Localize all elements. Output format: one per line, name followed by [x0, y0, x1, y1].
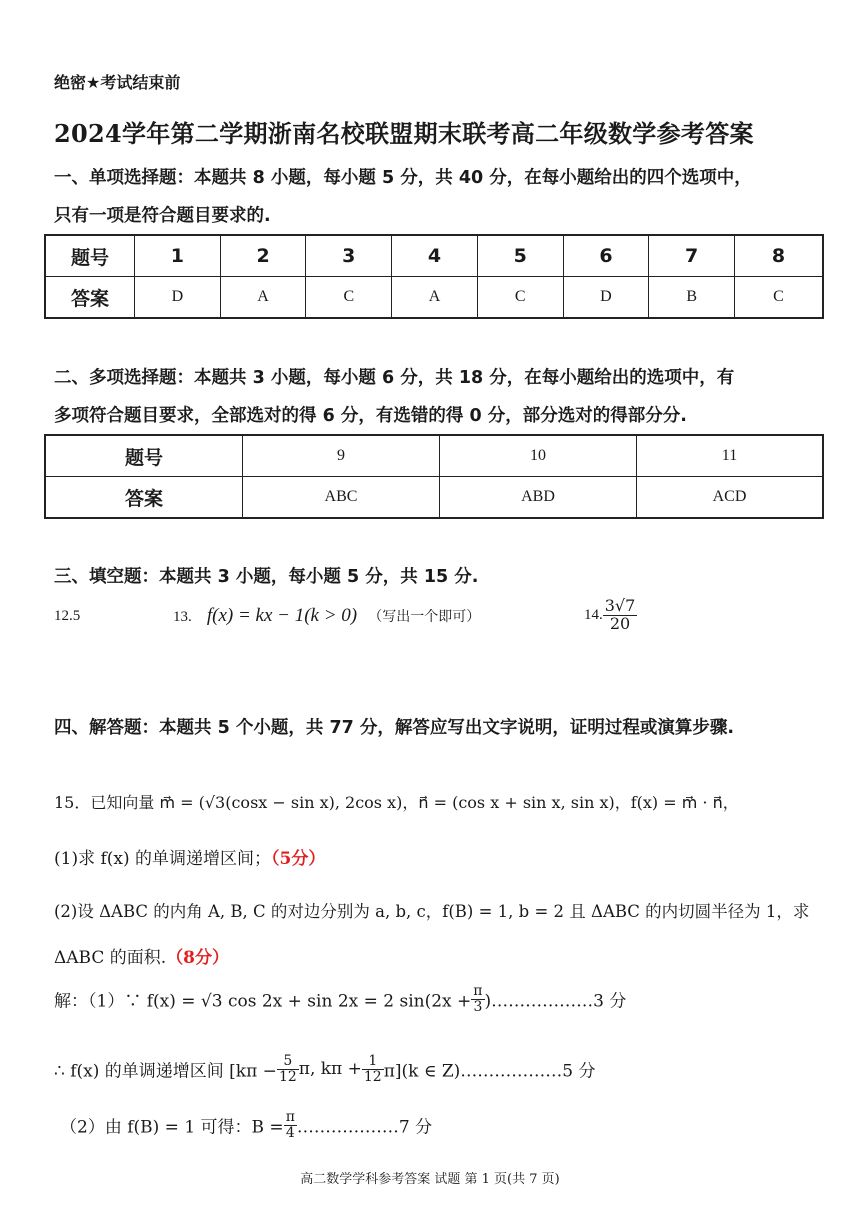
answer-cell: D [563, 277, 649, 319]
answer-cell: ACD [637, 477, 824, 519]
q15-part2: (2)设 ΔABC 的内角 A, B, C 的对边分别为 a, b, c，f(B) = 1, b = 2 且 ΔABC 的内切圆半径为 1，求 [54, 902, 810, 921]
single-choice-answer-table [44, 234, 824, 319]
q15-part2-continued [54, 943, 229, 968]
question-number-cell: 11 [637, 435, 824, 477]
fraction-numerator: 1 [362, 1054, 384, 1070]
answer-13-number: 13. [173, 609, 192, 625]
one-twelfth-fraction [362, 1054, 384, 1084]
solution-text: ∴ f(x) 的单调递增区间 [kπ − [54, 1061, 277, 1082]
answer-cell: D [135, 277, 221, 319]
answer-13-expression: f(x) = kx − 1(k > 0) [206, 605, 358, 626]
section1-line2: 只有一项是符合题目要求的. [54, 206, 271, 226]
question-number-cell: 10 [440, 435, 637, 477]
answer-13 [173, 605, 480, 627]
fraction-numerator: 3√7 [604, 596, 636, 615]
question-number-cell: 4 [392, 235, 478, 277]
question-number-label: 题号 [45, 235, 135, 277]
answer-cell: C [735, 277, 823, 319]
page-footer: 高二数学学科参考答案 试题 第 1 页(共 7 页) [300, 1172, 560, 1187]
section1-line1: 一、单项选择题：本题共 8 小题，每小题 5 分，共 40 分，在每小题给出的四个选项中， [54, 168, 752, 188]
solution-text: π, kπ + [298, 1059, 362, 1080]
answer-label: 答案 [45, 477, 243, 519]
answer-cell: ABC [243, 477, 440, 519]
q15-part2-score: （8分） [166, 948, 230, 968]
q15-solution-step2 [54, 1054, 596, 1084]
question-number-cell: 9 [243, 435, 440, 477]
table-row [45, 435, 823, 477]
q15-part1 [54, 844, 325, 869]
multi-choice-answer-table [44, 434, 824, 519]
section2-line2: 多项符合题目要求，全部选对的得 6 分，有选错的得 0 分，部分选对的得部分分. [54, 406, 687, 426]
pi-over-3-fraction [471, 984, 484, 1014]
question-number-cell: 1 [135, 235, 221, 277]
solution-text: π](k ∈ Z)………………5 分 [383, 1061, 596, 1082]
fraction-denominator: 12 [278, 1068, 297, 1085]
q15-part1-text: (1)求 f(x) 的单调递增区间； [54, 849, 272, 869]
fraction-denominator: 4 [285, 1124, 295, 1141]
section4-title: 四、解答题：本题共 5 个小题，共 77 分，解答应写出文字说明，证明过程或演算步骤. [54, 718, 735, 738]
q15-part2b-text: ΔABC 的面积. [54, 948, 167, 968]
answer-14 [584, 598, 637, 633]
fraction-denominator: 3 [473, 998, 483, 1015]
pi-over-4-fraction [284, 1110, 297, 1140]
answer-12: 12.5 [54, 608, 81, 624]
fraction-numerator: π [473, 983, 483, 999]
section2-line1: 二、多项选择题：本题共 3 小题，每小题 6 分，共 18 分，在每小题给出的选项中，有 [54, 368, 735, 388]
question-number-label: 题号 [45, 435, 243, 477]
answer-13-note: （写出一个即可） [368, 609, 481, 625]
question-number-cell: 5 [477, 235, 563, 277]
q15-stem: 15．已知向量 m⃗ = (√3(cosx − sin x), 2cos x)，n⃗ = (cos x + sin x, sin x)，f(x) = m⃗ · n⃗， [54, 793, 739, 812]
answer-cell: B [649, 277, 735, 319]
answer-cell: A [392, 277, 478, 319]
answer-cell: C [477, 277, 563, 319]
q15-solution-step1 [54, 984, 626, 1014]
question-number-cell: 7 [649, 235, 735, 277]
question-number-cell: 2 [220, 235, 306, 277]
solution-text: 解：（1）∵ f(x) = √3 cos 2x + sin 2x = 2 sin(2x + [54, 991, 472, 1012]
answer-label: 答案 [45, 277, 135, 319]
question-number-cell: 6 [563, 235, 649, 277]
fraction-numerator: 5 [277, 1054, 299, 1070]
page-title: 2024学年第二学期浙南名校联盟期末联考高二年级数学参考答案 [54, 119, 754, 148]
fraction-denominator: 20 [609, 613, 631, 633]
question-number-cell: 8 [735, 235, 823, 277]
fraction-denominator: 12 [363, 1068, 382, 1085]
confidential-label: 绝密★考试结束前 [54, 73, 181, 92]
answer-14-number: 14. [584, 606, 603, 623]
table-row [45, 477, 823, 519]
table-row [45, 235, 823, 277]
section3-title: 三、填空题：本题共 3 小题，每小题 5 分，共 15 分. [54, 567, 479, 587]
five-twelfths-fraction [277, 1054, 299, 1084]
answer-cell: ABD [440, 477, 637, 519]
q15-part1-score: （5分） [271, 849, 326, 869]
question-number-cell: 3 [306, 235, 392, 277]
solution-text: ………………7 分 [296, 1117, 433, 1138]
answer-cell: A [220, 277, 306, 319]
solution-text: )………………3 分 [484, 991, 627, 1012]
fraction-numerator: π [285, 1109, 295, 1125]
q15-solution-step3 [60, 1110, 432, 1140]
answer-cell: C [306, 277, 392, 319]
answer-14-fraction [603, 598, 638, 633]
table-row [45, 277, 823, 319]
solution-text: （2）由 f(B) = 1 可得：B = [60, 1117, 284, 1138]
